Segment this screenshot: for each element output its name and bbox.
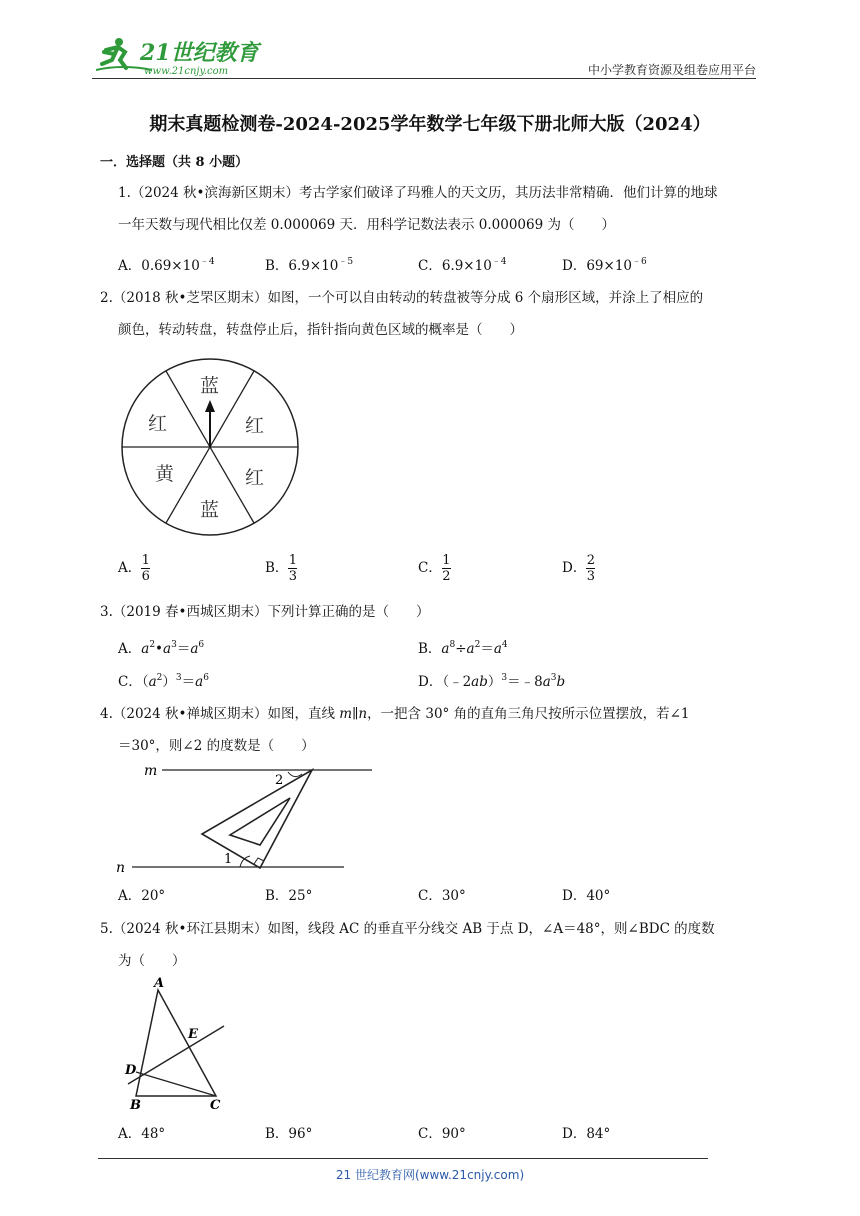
sector-label: 红 [245, 467, 265, 489]
q4-option-b: B．25° [265, 888, 313, 904]
svg-text:B: B [130, 1098, 141, 1113]
q2-stem-line2: 颜色，转动转盘，转盘停止后，指针指向黄色区域的概率是（ ） [118, 322, 523, 338]
q4-option-c: C．30° [418, 888, 466, 904]
svg-text:E: E [188, 1027, 198, 1042]
q3-option-d: D．$(﹣2ab)^3=﹣8a^3b$ [418, 673, 566, 690]
section-heading: 一．选择题（共 8 小题） [100, 155, 249, 170]
q1-option-d: D．$69\times 10^{﹣6}$ [562, 257, 647, 274]
spinner-figure [118, 356, 303, 542]
sector-label: 红 [148, 413, 168, 435]
q4-option-a: A．20° [118, 888, 166, 904]
q3-stem: 3.（2019 春•西城区期末）下列计算正确的是（ ） [100, 604, 430, 620]
q1-stem-line1: 1.（2024 秋•滨海新区期末）考古学家们破译了玛雅人的天文历，其历法非常精确．他们计算的地球 [118, 185, 718, 201]
q2-option-b: B． $\frac{1}{3}$ [265, 553, 298, 584]
q1-stem-line2: 一年天数与现代相比仅差 0.000069 天．用科学记数法表示 0.000069 为（ ） [118, 217, 615, 233]
q1-option-c: C．$6.9\times 10^{﹣4}$ [418, 257, 507, 274]
header-divider [92, 78, 756, 79]
sector-label: 蓝 [200, 375, 220, 397]
q5-option-b: B．96° [265, 1126, 313, 1142]
q5-stem-line1: 5.（2024 秋•环江县期末）如图，线段 AC 的垂直平分线交 AB 于点 D，∠A＝48°，则∠BDC 的度数 [100, 921, 715, 937]
q1-option-a: A．$0.69\times 10^{﹣4}$ [118, 257, 215, 274]
svg-text:n: n [116, 860, 126, 876]
svg-text:m: m [144, 763, 158, 779]
q4-option-d: D．40° [562, 888, 611, 904]
q5-stem-line2: 为（ ） [118, 953, 186, 969]
triangle-ruler-figure [112, 760, 382, 882]
q2-option-c: C． $\frac{1}{2}$ [418, 553, 451, 584]
site-logo [92, 34, 262, 78]
q5-option-a: A．48° [118, 1126, 166, 1142]
svg-text:21世纪教育: 21世纪教育 [140, 40, 259, 66]
header-right-text: 中小学教育资源及组卷应用平台 [587, 63, 756, 77]
sector-label: 黄 [155, 463, 175, 485]
page-title: 期末真题检测卷-2024-2025学年数学七年级下册北师大版（2024） [149, 114, 711, 135]
q5-option-d: D．84° [562, 1126, 611, 1142]
svg-text:C: C [210, 1098, 221, 1113]
footer-link[interactable]: 21 世纪教育网(www.21cnjy.com) [335, 1168, 525, 1182]
footer-divider [98, 1158, 708, 1159]
sector-label: 蓝 [200, 499, 220, 521]
q3-option-c: C．$(a^2)^3=a^6$ [118, 673, 209, 690]
sector-label: 红 [245, 415, 265, 437]
svg-text:1: 1 [224, 852, 233, 867]
svg-text:D: D [125, 1063, 137, 1078]
q2-option-d: D． $\frac{2}{3}$ [562, 553, 595, 584]
q1-option-b: B．$6.9\times 10^{﹣5}$ [265, 257, 354, 274]
q2-option-a: A． $\frac{1}{6}$ [118, 553, 150, 584]
q3-option-a: A．$a^2•a^3=a^6$ [118, 640, 205, 657]
svg-text:2: 2 [275, 773, 284, 788]
svg-text:A: A [154, 976, 165, 991]
q3-option-b: B．$a^8\div a^2=a^4$ [418, 640, 508, 657]
triangle-figure [118, 974, 238, 1120]
q4-stem-line1: 4.（2024 秋•禅城区期末）如图，直线 m∥n，一把含 30° 角的直角三角尺按所示位置摆放，若∠1 [100, 706, 690, 722]
q2-stem-line1: 2.（2018 秋•芝罘区期末）如图，一个可以自由转动的转盘被等分成 6 个扇形区域，并涂上了相应的 [100, 290, 704, 306]
q4-stem-line2: ＝30°，则∠2 的度数是（ ） [118, 738, 315, 754]
q5-option-c: C．90° [418, 1126, 466, 1142]
svg-text:www.21cnjy.com: www.21cnjy.com [144, 66, 229, 77]
pointer-arrow-icon [205, 400, 215, 412]
